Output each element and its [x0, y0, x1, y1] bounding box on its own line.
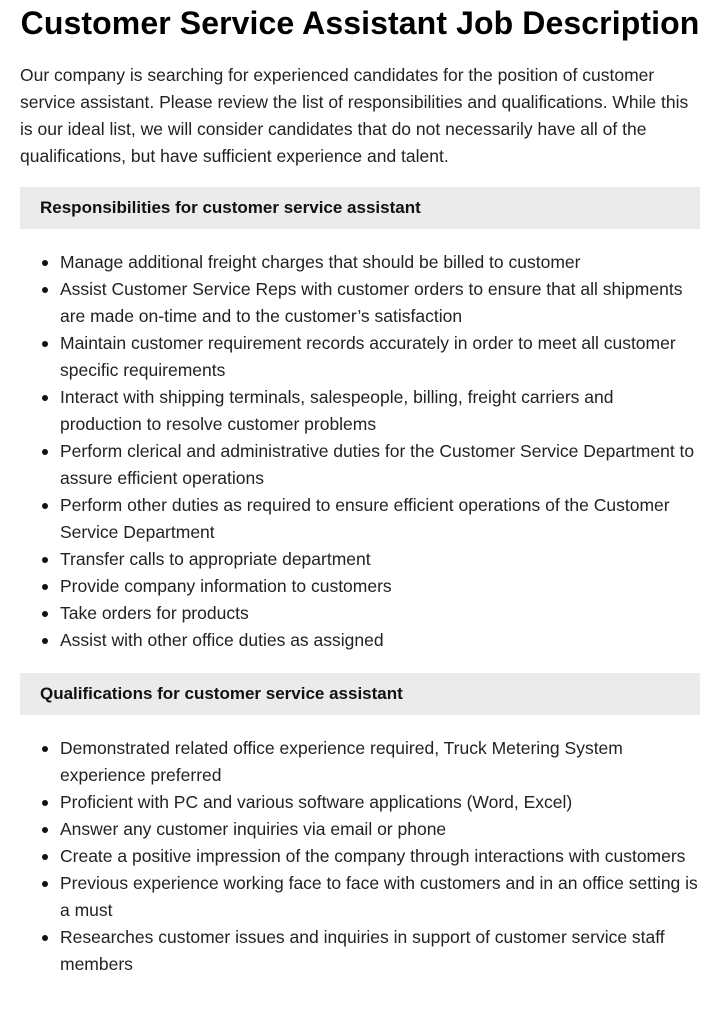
list-item: Perform other duties as required to ensure efficient operations of the Customer Service Department	[60, 492, 700, 546]
responsibilities-header: Responsibilities for customer service assistant	[20, 187, 700, 229]
list-item: Create a positive impression of the company through interactions with customers	[60, 843, 700, 870]
list-item: Maintain customer requirement records accurately in order to meet all customer specific requirements	[60, 330, 700, 384]
list-item: Proficient with PC and various software applications (Word, Excel)	[60, 789, 700, 816]
list-item: Provide company information to customers	[60, 573, 700, 600]
list-item: Interact with shipping terminals, salespeople, billing, freight carriers and production to resolve customer problems	[60, 384, 700, 438]
list-item: Transfer calls to appropriate department	[60, 546, 700, 573]
page-title: Customer Service Assistant Job Description	[20, 5, 700, 41]
list-item: Assist with other office duties as assigned	[60, 627, 700, 654]
list-item: Manage additional freight charges that should be billed to customer	[60, 249, 700, 276]
list-item: Perform clerical and administrative duties for the Customer Service Department to assure efficient operations	[60, 438, 700, 492]
list-item: Answer any customer inquiries via email or phone	[60, 816, 700, 843]
list-item: Take orders for products	[60, 600, 700, 627]
list-item: Demonstrated related office experience required, Truck Metering System experience preferred	[60, 735, 700, 789]
qualifications-list	[20, 735, 700, 978]
list-item: Assist Customer Service Reps with customer orders to ensure that all shipments are made on-time and to the customer’s satisfaction	[60, 276, 700, 330]
qualifications-header: Qualifications for customer service assistant	[20, 673, 700, 715]
list-item: Researches customer issues and inquiries in support of customer service staff members	[60, 924, 700, 978]
list-item: Previous experience working face to face with customers and in an office setting is a must	[60, 870, 700, 924]
responsibilities-list	[20, 249, 700, 654]
intro-paragraph: Our company is searching for experienced candidates for the position of customer service assistant. Please review the list of responsibilities and qualifications. While this is our ideal list, we will consider candidates that do not necessarily have all of the qualifications, but have sufficient experience and talent.	[20, 65, 689, 166]
